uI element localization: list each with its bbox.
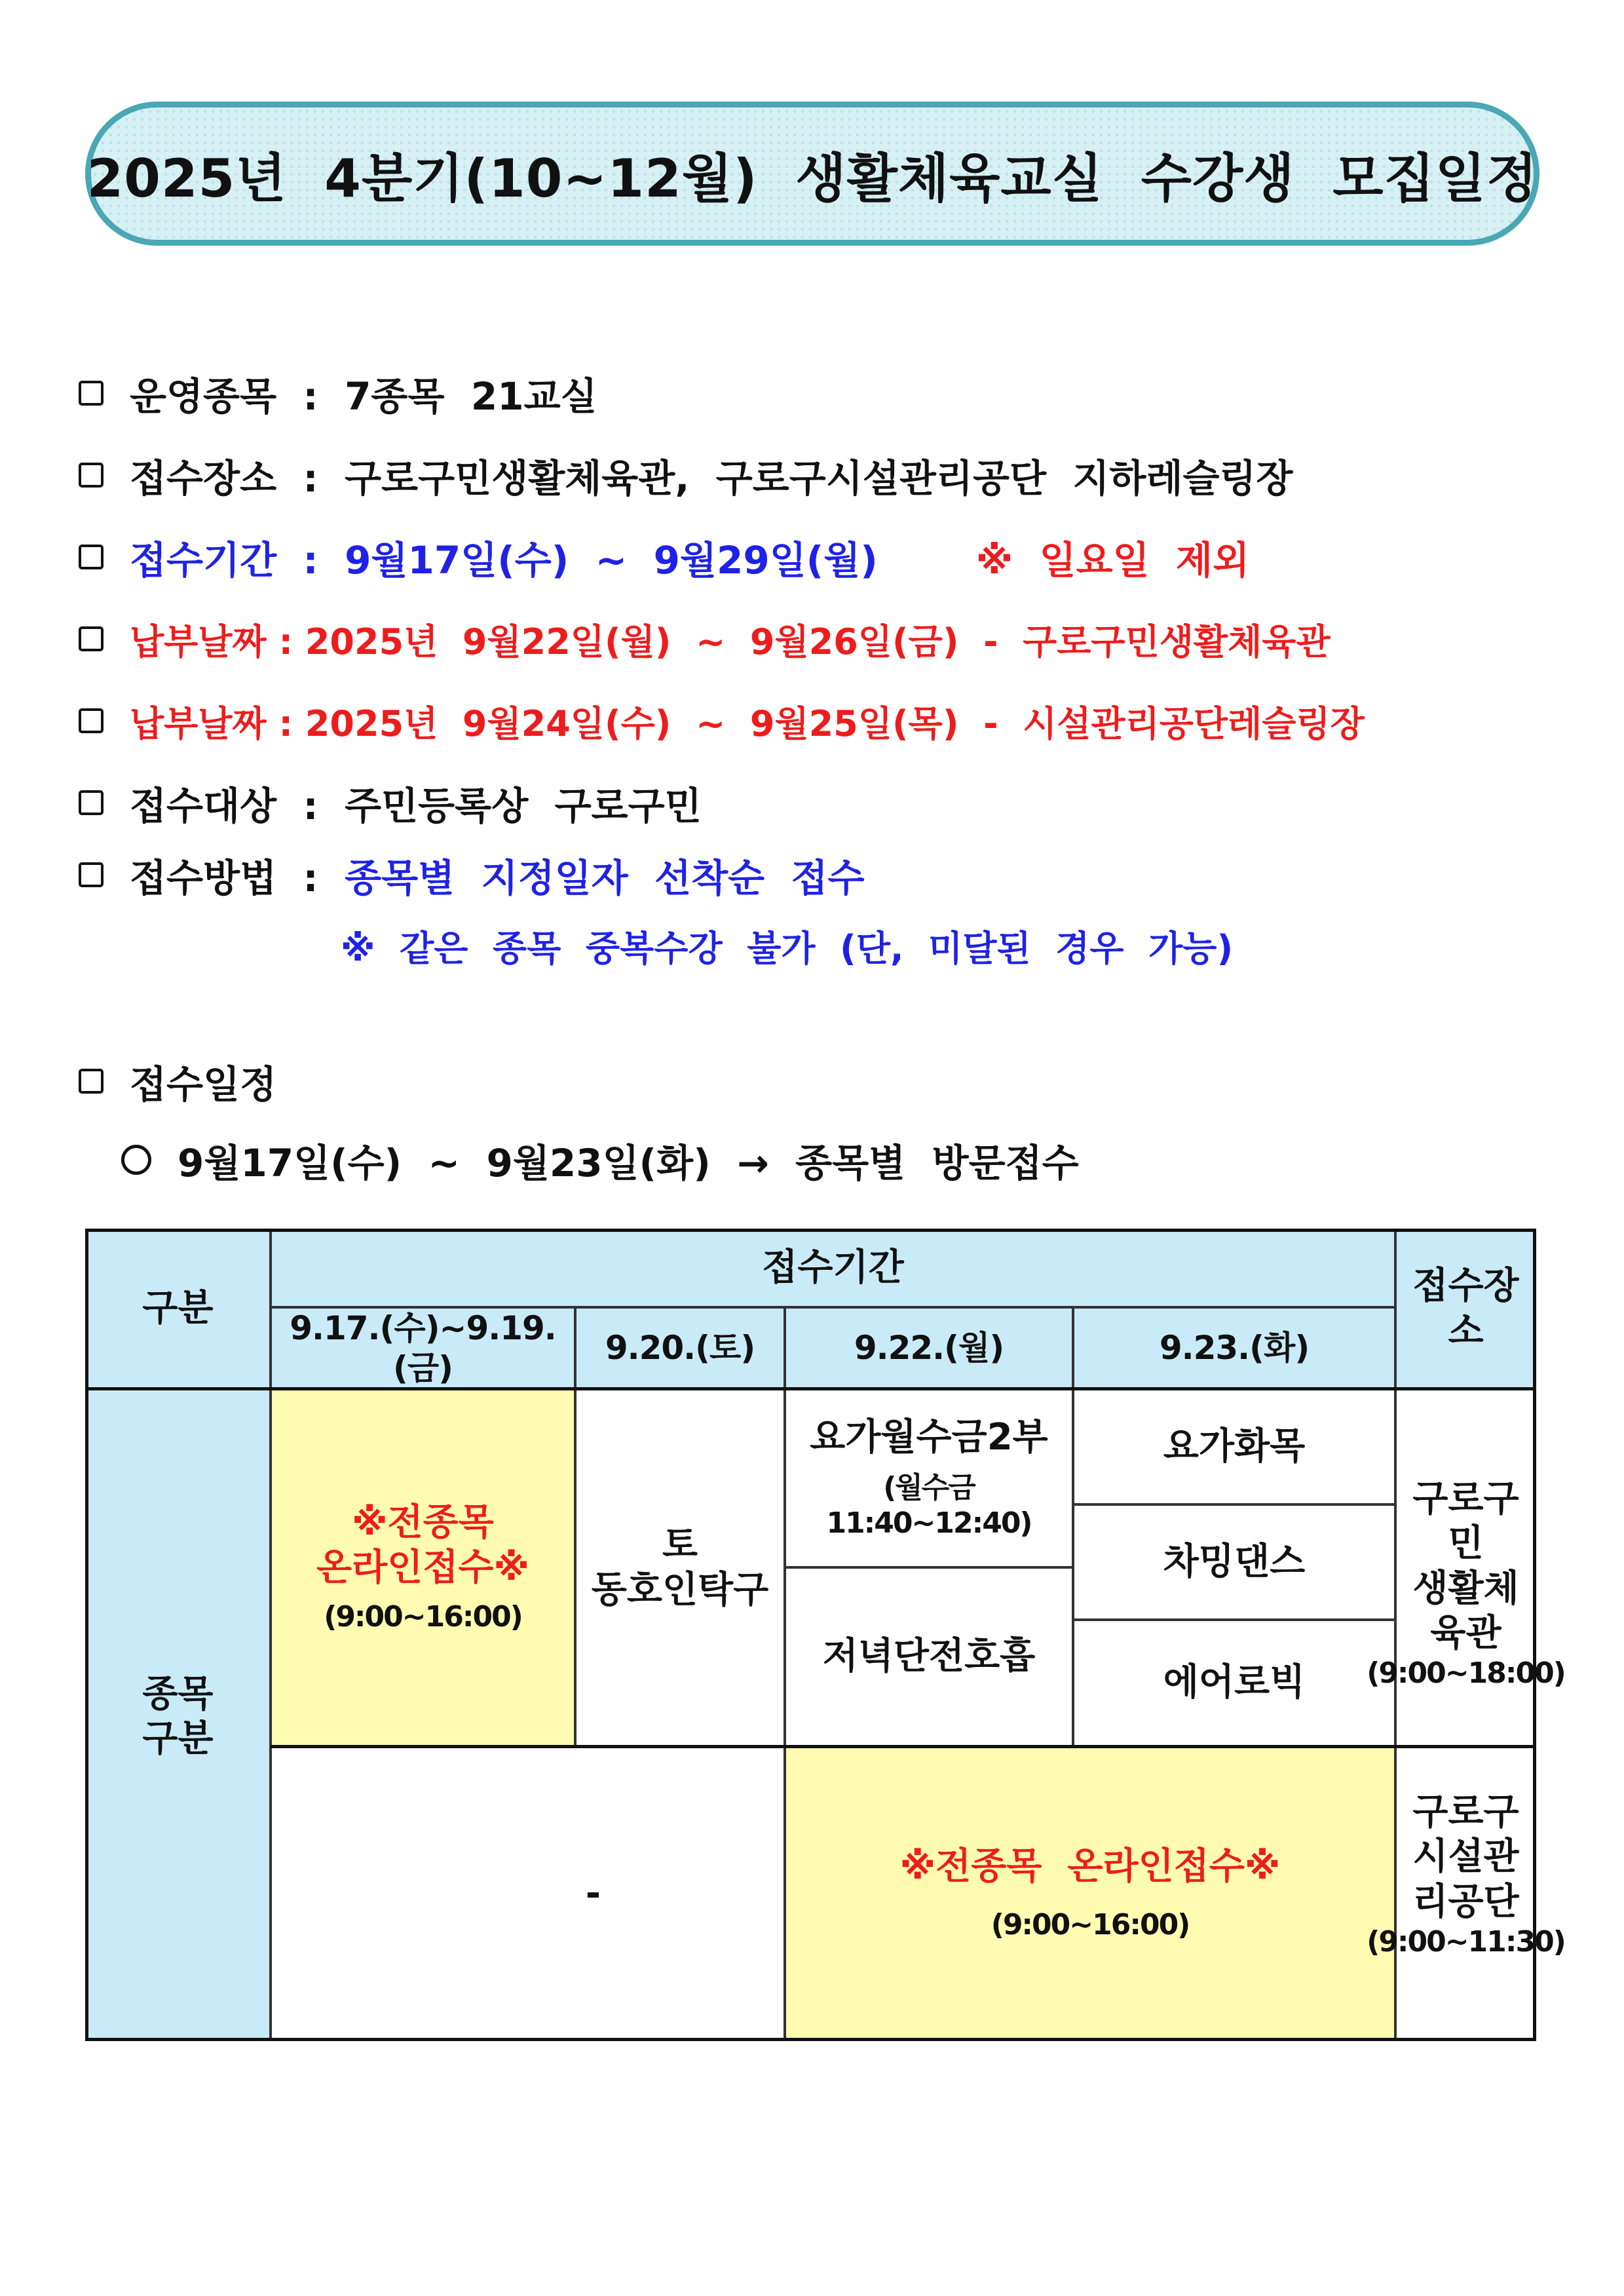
monday-evening xyxy=(785,1567,1073,1746)
divider xyxy=(85,1387,271,1390)
checkbox-icon xyxy=(79,790,104,815)
info-item-method xyxy=(79,845,865,904)
monday-yoga xyxy=(785,1389,1073,1567)
divider xyxy=(271,1745,1536,1748)
place-line: 구로구민 xyxy=(1412,1478,1519,1565)
info-item-place xyxy=(79,446,1293,505)
info-note: ※ 일요일 제외 xyxy=(975,538,1250,583)
header-place xyxy=(1395,1229,1536,1389)
online-text: 온라인접수※ xyxy=(316,1546,529,1589)
class-name: 요가화목 xyxy=(1163,1425,1306,1468)
header-period-text: 접수기간 xyxy=(762,1246,904,1289)
schedule-table xyxy=(85,1229,1565,2041)
checkbox-icon xyxy=(79,626,104,651)
tuesday-yoga xyxy=(1073,1389,1395,1504)
place-time: (9:00~18:00) xyxy=(1367,1656,1565,1691)
online-registration-2 xyxy=(785,1746,1395,2041)
row-label xyxy=(85,1389,271,2041)
place-facility xyxy=(1367,1746,1565,2041)
info-text: 납부날짜 : 2025년 9월24일(수) ~ 9월25일(목) - 시설관리공단레슬링장 xyxy=(130,702,1365,744)
place-time: (9:00~11:30) xyxy=(1367,1924,1565,1959)
date-text: 9.23.(화) xyxy=(1159,1329,1310,1367)
checkbox-icon xyxy=(79,545,104,569)
saturday-line: 토 xyxy=(662,1523,698,1567)
place-line: 시설관리공단 xyxy=(1412,1835,1519,1923)
dash-text: - xyxy=(585,1871,601,1915)
date-text: 9.22.(월) xyxy=(854,1329,1004,1367)
online-time: (9:00~16:00) xyxy=(991,1908,1190,1942)
info-item-target xyxy=(79,773,702,832)
empty-cell xyxy=(271,1746,785,2041)
info-item-period xyxy=(79,527,1249,586)
online-time: (9:00~16:00) xyxy=(324,1599,522,1634)
info-item-payment-1 xyxy=(79,609,1331,668)
header-date-4 xyxy=(1073,1307,1395,1389)
header-date-2 xyxy=(575,1307,785,1389)
checkbox-icon xyxy=(79,862,104,887)
header-category xyxy=(85,1229,271,1389)
schedule-heading xyxy=(79,1052,276,1111)
page-title: 2025년 4분기(10~12월) 생활체육교실 수강생 모집일정 xyxy=(86,147,1538,209)
header-date-1 xyxy=(271,1307,575,1389)
header-period xyxy=(271,1229,1395,1307)
schedule-heading-text: 접수일정 xyxy=(130,1062,277,1107)
row-label-line: 구분 xyxy=(142,1717,214,1761)
info-method-note xyxy=(341,916,1233,975)
class-name: 차밍댄스 xyxy=(1163,1540,1306,1583)
info-value: 구로구민생활체육관, 구로구시설관리공단 지하레슬링장 xyxy=(345,456,1293,501)
info-label: 접수방법 : xyxy=(130,856,345,900)
place-gym xyxy=(1367,1389,1565,1746)
saturday-cell xyxy=(575,1389,785,1746)
info-label: 접수대상 : xyxy=(130,784,345,828)
saturday-line: 동호인탁구 xyxy=(591,1568,769,1611)
info-value: 9월17일(수) ~ 9월29일(월) xyxy=(345,538,878,583)
class-time: (월수금11:40~12:40) xyxy=(826,1471,1032,1540)
header-category-text: 구분 xyxy=(142,1287,214,1330)
title-banner xyxy=(85,102,1539,246)
info-item-payment-2 xyxy=(79,691,1365,750)
tuesday-aerobic xyxy=(1073,1620,1395,1746)
info-label: 접수기간 : xyxy=(130,538,345,583)
class-name: 저녁단전호흡 xyxy=(822,1635,1036,1678)
divider xyxy=(271,1387,1536,1390)
info-label: 운영종목 : xyxy=(130,374,345,419)
note-text: ※ 같은 종목 중복수강 불가 (단, 미달된 경우 가능) xyxy=(341,927,1234,969)
class-name: 에어로빅 xyxy=(1163,1661,1306,1704)
tuesday-dance xyxy=(1073,1504,1395,1620)
place-line: 구로구 xyxy=(1412,1791,1519,1833)
schedule-sub-text: 9월17일(수) ~ 9월23일(화) → 종목별 방문접수 xyxy=(178,1141,1079,1185)
info-value: 종목별 지정일자 선착순 접수 xyxy=(345,856,865,900)
checkbox-icon xyxy=(79,708,104,733)
checkbox-icon xyxy=(79,1069,104,1094)
info-item-subjects xyxy=(79,364,597,423)
info-label: 접수장소 : xyxy=(130,456,345,501)
checkbox-icon xyxy=(79,463,104,488)
checkbox-icon xyxy=(79,381,104,406)
info-text: 납부날짜 : 2025년 9월22일(월) ~ 9월26일(금) - 구로구민생활체육관 xyxy=(130,621,1331,662)
date-text: 9.20.(토) xyxy=(605,1329,755,1367)
online-text: ※전종목 xyxy=(352,1501,494,1544)
row-label-line: 종목 xyxy=(142,1673,214,1715)
info-value: 7종목 21교실 xyxy=(345,374,597,419)
place-line: 생활체육관 xyxy=(1412,1567,1519,1655)
schedule-sub xyxy=(121,1130,1079,1189)
header-place-text: 접수장소 xyxy=(1412,1265,1519,1352)
date-text: 9.17.(수)~9.19.(금) xyxy=(290,1309,556,1387)
online-registration-1 xyxy=(271,1389,575,1746)
circle-bullet-icon xyxy=(121,1145,151,1175)
online-text: ※전종목 온라인접수※ xyxy=(899,1845,1281,1888)
class-name: 요가월수금2부 xyxy=(810,1416,1048,1459)
header-date-3 xyxy=(785,1307,1073,1389)
info-value: 주민등록상 구로구민 xyxy=(345,784,702,828)
